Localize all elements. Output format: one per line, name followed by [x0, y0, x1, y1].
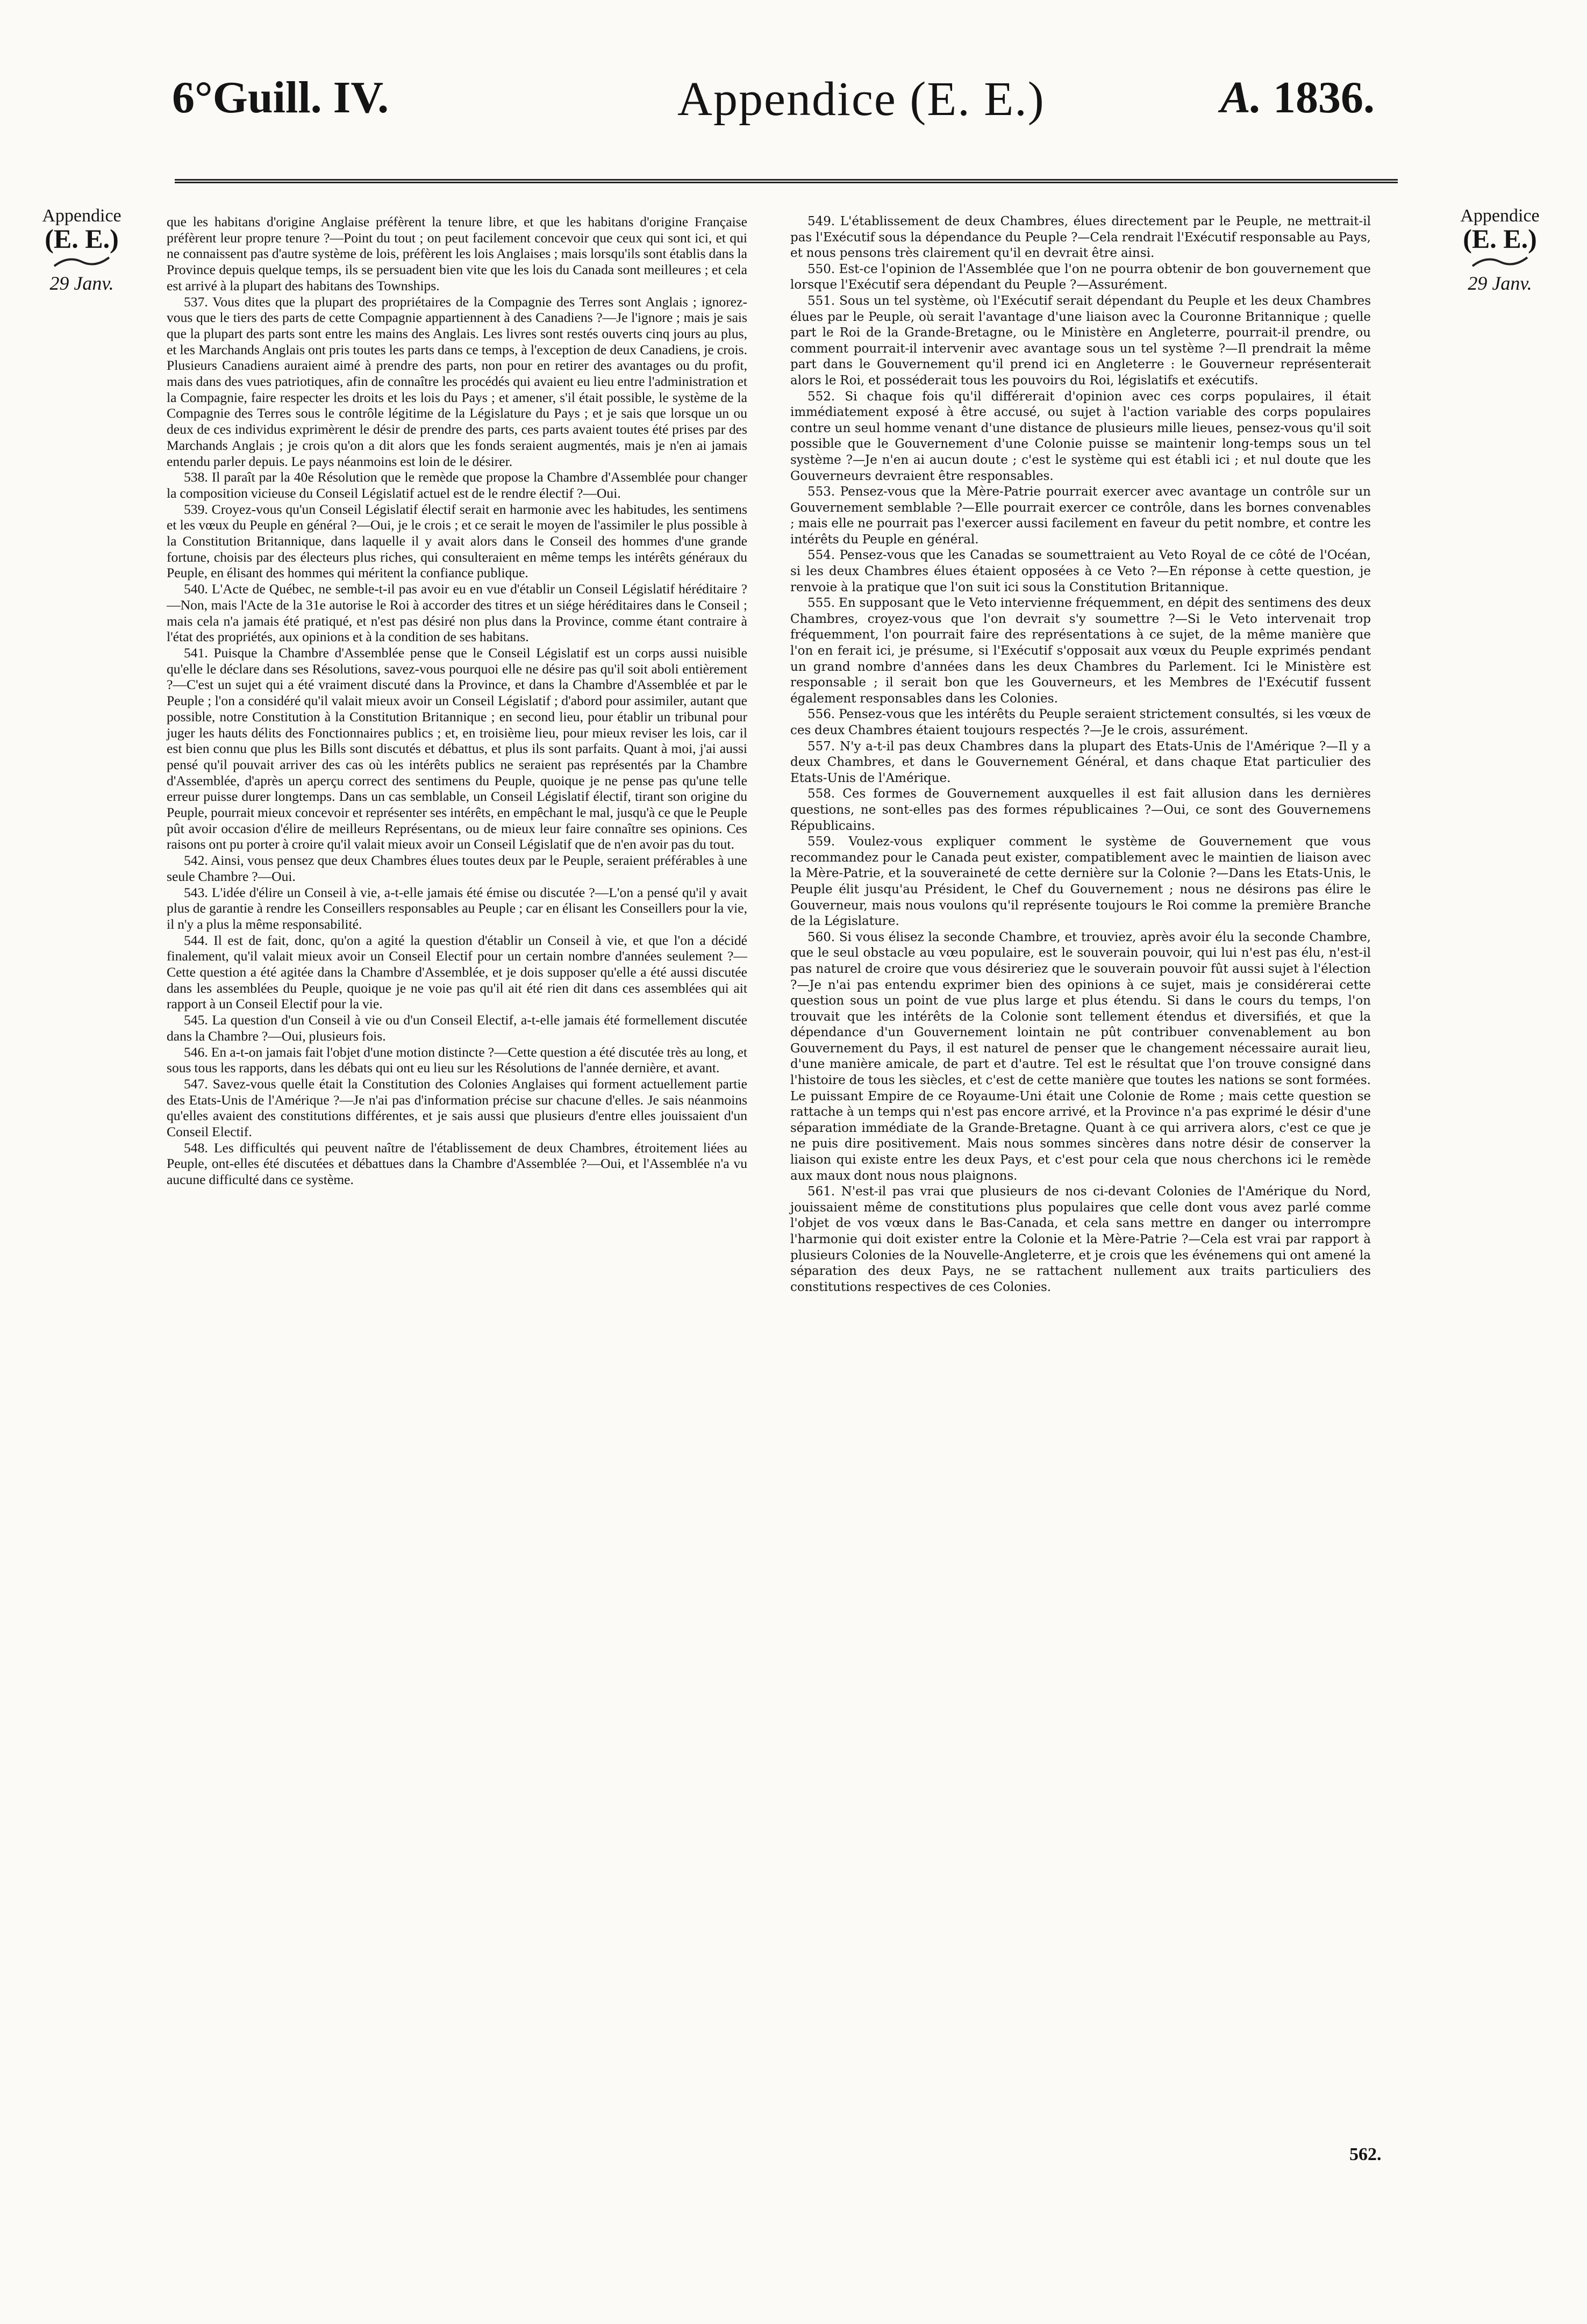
- paragraph-538: 538. Il paraît par la 40e Résolution que le remède que propose la Chambre d'Assemblée pour changer la composition vicieuse du Conseil Législatif actuel est de le rendre électif ?—Oui.: [167, 469, 747, 501]
- margin-appendice-label: Appendice: [42, 206, 121, 226]
- margin-ee-label: (E. E.): [45, 224, 119, 254]
- paragraph-548: 548. Les difficultés qui peuvent naître de l'établissement de deux Chambres, étroitement liées au Peuple, ont-elles été discutées et débattues dans la Chambre d'Assemblée ?—Oui, et l'Assemblée n'a vu aucune difficulté dans ce système.: [167, 1139, 747, 1188]
- paragraph-continuation: que les habitans d'origine Anglaise préfèrent la tenure libre, et que les habitans d'origine Française préfèrent leur propre tenure ?—Point du tout ; on peut facilement concevoir que ceux qui sont ici, et qui ne connaissent pas d'autre système de lois, préfèrent les lois Anglaises ; mais lorsqu'ils sont établis dans la Province depuis quelque temps, ils se persuadent bien vite que les lois du Canada sont meilleures ; et cela est arrivé à la plupart des habitans des Townships.: [167, 214, 747, 293]
- margin-appendice-label: Appendice: [1460, 206, 1540, 226]
- paragraph-561: 561. N'est-il pas vrai que plusieurs de nos ci-devant Colonies de l'Amérique du Nord, jouissaient même de constitutions plus populaires que celle dont vous avez parlé comme l'objet de vos vœux dans le Bas-Canada, et cela sans mettre en danger ou interrompre l'harmonie qui doit exister entre la Colonie et la Mère-Patrie ?—Cela est vrai par rapport à plusieurs Colonies de la Nouvelle-Angleterre, et je crois que les événemens qui ont amené la séparation des deux Pays, ne se rattachent nullement aux traits particuliers des constitutions respectives de ces Colonies.: [790, 1185, 1371, 1294]
- margin-date: 29 Janv.: [49, 272, 114, 294]
- paragraph-545: 545. La question d'un Conseil à vie ou d'un Conseil Electif, a-t-elle jamais été formellement discutée dans la Chambre ?—Oui, plusieurs fois.: [167, 1012, 747, 1044]
- running-head-year: [1220, 73, 1375, 123]
- margin-date: 29 Janv.: [1468, 272, 1532, 294]
- margin-ee-label: (E. E.): [1463, 224, 1537, 254]
- paragraph-559: 559. Voulez-vous expliquer comment le système de Gouvernement que vous recommandez pour le Canada peut exister, compatiblement avec le maintien de liaison avec la Mère-Patrie, et la souveraineté de cette dernière sur la Colonie ?—Dans les Etats-Unis, le Peuple élit jusqu'au Président, le Chef du Gouvernement ; nous ne désirons pas élire le Gouverneur, mais nous voulons qu'il représente toujours le Roi comme la première Branche de la Législature.: [790, 835, 1371, 929]
- paragraph-542: 542. Ainsi, vous pensez que deux Chambres élues toutes deux par le Peuple, seraient préférables à une seule Chambre ?—Oui.: [167, 852, 747, 884]
- left-text-column: [167, 214, 747, 1188]
- catchword: 562.: [1349, 2144, 1382, 2164]
- paragraph-552: 552. Si chaque fois qu'il différerait d'opinion avec ces corps populaires, il était immédiatement exposé à être accusé, ou sujet à l'action variable des corps populaires contre un seul homme venant d'une distance de plusieurs mille lieues, pensez-vous qu'il soit possible que le Gouvernement d'une Colonie puisse se maintenir long-temps sous un tel système ?—Je n'en ai aucun doute ; c'est le système qui est établi ici ; et nul doute que les Gouverneurs devraient être responsables.: [790, 389, 1371, 483]
- paragraph-549: 549. L'établissement de deux Chambres, élues directement par le Peuple, ne mettrait-il pas l'Exécutif sous la dépendance du Peuple ?—Cela rendrait l'Exécutif responsable au Pays, et nous pensons très clairement qu'il en devrait être ainsi.: [790, 214, 1371, 261]
- paragraph-551: 551. Sous un tel système, où l'Exécutif serait dépendant du Peuple et les deux Chambres élues par le Peuple, où serait l'avantage d'une liaison avec la Couronne Britannique ; quelle part le Roi de la Grande-Bretagne, ou le Ministère en Angleterre, pourrait-il prendre, ou comment pourrait-il intervenir avec avantage sous un tel système ?—Il prendrait la même part dans le Gouvernement qu'il prend ici en Angleterre : le Gouverneur représenterait alors le Roi, et posséderait tous les pouvoirs du Roi, législatifs et exécutifs.: [790, 293, 1371, 388]
- paragraph-554: 554. Pensez-vous que les Canadas se soumettraient au Veto Royal de ce côté de l'Océan, si les deux Chambres élues étaient opposées à ce Veto ?—En réponse à cette question, je renvoie à la pratique que l'on suit ici sous la Constitution Britannique.: [790, 548, 1371, 594]
- paragraph-560: 560. Si vous élisez la seconde Chambre, et trouviez, après avoir élu la seconde Chambre, que le seul obstacle au vœu populaire, est le souverain pouvoir, qui lui n'est pas élu, n'est-il pas naturel de croire que vous désireriez que le souverain pouvoir fût aussi sujet à l'élection ?—Je n'ai pas entendu exprimer bien des opinions à ce sujet, mais je considérerai cette question sous un point de vue plus large et plus étendu. Si dans le cours du temps, l'on trouvait que les intérêts de la Colonie sont tellement étendus et diversifiés, et que la dépendance d'un Gouvernement lointain ne pût contribuer convenablement au bon Gouvernement du Pays, il est naturel de penser que le changement nécessaire aurait lieu, d'une manière amicale, de part et d'autre. Tel est le résultat que l'on trouve consigné dans l'histoire de tous les siècles, et c'est de cette manière que toutes les nations se sont formées. Le puissant Empire de ce Royaume-Uni était une Colonie de Rome ; mais cette question se rattache à un temps qui n'est pas encore arrivé, et la Province n'a pas exprimé le désir d'une séparation immédiate de la Grande-Bretagne. Quant à ce qui arrivera alors, c'est ce que je ne puis dire positivement. Mais nous sommes sincères dans notre désir de conserver la liaison qui existe entre les deux Pays, et c'est pour cela que nous cherchons ici le remède aux maux dont nous nous plaignons.: [790, 930, 1371, 1183]
- paragraph-543: 543. L'idée d'élire un Conseil à vie, a-t-elle jamais été émise ou discutée ?—L'on a pensé qu'il y avait plus de garantie à rendre les Conseillers responsables au Peuple ; car en élisant les Conseillers pour la vie, il n'y a plus la même responsabilité.: [167, 884, 747, 932]
- paragraph-544: 544. Il est de fait, donc, qu'on a agité la question d'établir un Conseil à vie, et que l'on a décidé finalement, qu'il valait mieux avoir un Conseil Electif pour un certain nombre d'années seulement ?—Cette question a été agitée dans la Chambre d'Assemblée, et je dois supposer qu'elle a été aussi discutée dans les assemblées du Peuple, quoique je ne voie pas qu'il ait été rien dit dans ces assemblées qui ait rapport à un Conseil Electif pour la vie.: [167, 932, 747, 1012]
- year: 1836.: [1273, 73, 1375, 123]
- paragraph-540: 540. L'Acte de Québec, ne semble-t-il pas avoir eu en vue d'établir un Conseil Législatif héréditaire ?—Non, mais l'Acte de la 31e autorise le Roi à accorder des titres et un siége héréditaires dans le Conseil ; mais cela n'a jamais été pratiqué, et n'est pas désiré non plus dans la Province, comme étant contraire à l'état des propriétés, aux opinions et à la condition de ses habitans.: [167, 581, 747, 645]
- paragraph-546: 546. En a-t-on jamais fait l'objet d'une motion distincte ?—Cette question a été discutée très au long, et sous tous les rapports, dans les débats qui ont eu lieu sur les Résolutions de l'année dernière, et avant.: [167, 1044, 747, 1076]
- paragraph-550: 550. Est-ce l'opinion de l'Assemblée que l'on ne pourra obtenir de bon gouvernement que lorsque l'Exécutif sera dépendant du Peuple ?—Assurément.: [790, 262, 1371, 292]
- paragraph-556: 556. Pensez-vous que les intérêts du Peuple seraient strictement consultés, si les vœux de ces deux Chambres étaient toujours respectés ?—Je le crois, assurément.: [790, 707, 1371, 737]
- paragraph-557: 557. N'y a-t-il pas deux Chambres dans la plupart des Etats-Unis de l'Amérique ?—Il y a deux Chambres, et dans le Gouvernement Général, et dans chaque Etat particulier des Etats-Unis de l'Amérique.: [790, 739, 1371, 785]
- right-text-column: [790, 214, 1371, 1295]
- running-head-regnal-year: 6°Guill. IV.: [172, 73, 389, 123]
- swash-ornament-icon: [1470, 254, 1529, 269]
- swash-ornament-icon: [52, 254, 111, 269]
- left-margin-note: [28, 207, 135, 293]
- paragraph-541: 541. Puisque la Chambre d'Assemblée pense que le Conseil Législatif est un corps aussi nuisible qu'elle le déclare dans ses Résolutions, savez-vous pourquoi elle ne désire pas qu'il soit aboli entièrement ?—C'est un sujet qui a été vraiment discuté dans la Province, et dans la Chambre d'Assemblée et par le Peuple ; l'on a considéré qu'il valait mieux avoir un Conseil Législatif ; d'abord pour assimiler, autant que possible, notre Constitution à la Constitution Britannique ; en second lieu, pour établir un tribunal pour juger les hauts délits des Fonctionnaires publics ; et, en troisième lieu, pour mieux reviser les lois, car il est bien connu que plus les Bills sont discutés et débattus, et plus ils sont parfaits. Quant à moi, j'ai aussi pensé qu'il pouvait arriver des cas où les intérêts publics ne seraient pas représentés par la Chambre d'Assemblée, d'après un aperçu correct des sentimens du Peuple, quoique je ne pense pas qu'une telle erreur puisse durer longtemps. Dans un cas semblable, un Conseil Législatif électif, tirant son origine du Peuple, pourrait mieux concevoir et représenter ses intérêts, en empêchant le mal, jusqu'à ce que le Peuple pût avoir occasion d'élire de meilleurs Représentans, ou de mieux leur faire connaître ses opinions. Ces raisons ont pu porter à croire qu'il valait mieux avoir un Conseil Législatif que de n'en avoir pas du tout.: [167, 644, 747, 852]
- right-margin-note: [1446, 207, 1554, 293]
- running-head-title: Appendice (E. E.): [677, 73, 1045, 126]
- paragraph-555: 555. En supposant que le Veto intervienne fréquemment, en dépit des sentimens des deux Chambres, croyez-vous que l'on devrait s'y soumettre ?—Si le Veto intervenait trop fréquemment, l'on pourrait faire des représentations à ce sujet, de la même manière que l'on en ferait ici, je présume, si l'Exécutif s'opposait aux vœux du Peuple exprimés pendant un grand nombre d'années dans les deux Chambres du Parlement. Ici le Ministère est responsable ; il serait bon que les Gouverneurs, et les Membres de l'Exécutif fussent également responsables dans les Colonies.: [790, 596, 1371, 706]
- header-rule: [175, 179, 1398, 183]
- appendix-letter: A.: [1220, 73, 1262, 123]
- paragraph-537: 537. Vous dites que la plupart des propriétaires de la Compagnie des Terres sont Anglais ; ignorez-vous que le tiers des parts de cette Compagnie appartiennent à des Canadiens ?—Je l'ignore ; mais je sais que la plupart des parts sont entre les mains des Anglais. Les livres sont restés ouverts cinq jours au plus, et les Marchands Anglais ont pris toutes les parts dans ce temps, à l'exception de deux Canadiens, je crois. Plusieurs Canadiens auraient aimé à prendre des parts, non pour en retirer des avantages ou du profit, mais dans des vues patriotiques, afin de connaître les procédés qui avaient eu lieu entre l'administration et la Compagnie, faire respecter les droits et les lois du Pays ; et amener, s'il était possible, le système de la Compagnie des Terres sous le contrôle légitime de la Législature du Pays ; et je sais que lorsque un ou deux de ces individus exprimèrent le désir de prendre des parts, ces parts avaient toutes été prises par des Marchands Anglais ; je crois qu'on a dit alors que les fonds seraient augmentés, mais je n'en ai jamais entendu parler depuis. Le pays néanmoins est loin de le désirer.: [167, 293, 747, 469]
- paragraph-547: 547. Savez-vous quelle était la Constitution des Colonies Anglaises qui forment actuellement partie des Etats-Unis de l'Amérique ?—Je n'ai pas d'information précise sur chacune d'elles. Je sais néanmoins qu'elles avaient des constitutions différentes, et je sais aussi que plusieurs d'entre elles jouissaient d'un Conseil Electif.: [167, 1075, 747, 1140]
- paragraph-553: 553. Pensez-vous que la Mère-Patrie pourrait exercer avec avantage un contrôle sur un Gouvernement semblable ?—Elle pourrait exercer ce contrôle, dans les bornes convenables ; mais elle ne pourrait pas l'exercer aussi facilement en faveur du petit nombre, et contre les intérêts du Peuple en général.: [790, 485, 1371, 547]
- paragraph-539: 539. Croyez-vous qu'un Conseil Législatif électif serait en harmonie avec les habitudes, les sentimens et les vœux du Peuple en général ?—Oui, je le crois ; et ce serait le moyen de l'assimiler le plus possible à la Constitution Britannique, dans laquelle il y avait alors dans le Conseil des hommes d'une grande fortune, choisis par des électeurs plus riches, qui consulteraient en même temps les intérêts généraux du Peuple, en élisant des hommes qui méritent la confiance publique.: [167, 501, 747, 581]
- paragraph-558: 558. Ces formes de Gouvernement auxquelles il est fait allusion dans les dernières questions, ne sont-elles pas des formes républicaines ?—Oui, ce sont des Gouvernemens Républicains.: [790, 787, 1371, 833]
